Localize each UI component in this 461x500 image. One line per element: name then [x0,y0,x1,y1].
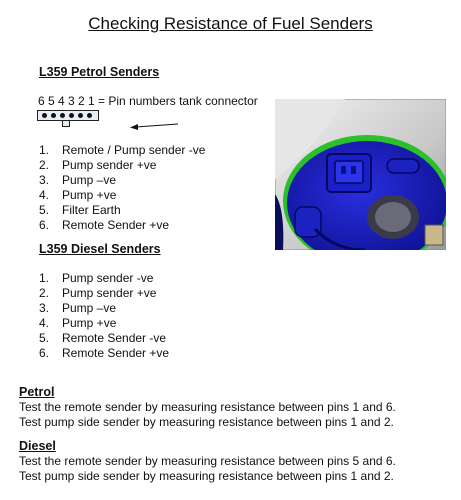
diesel-test-line-1: Test the remote sender by measuring resistance between pins 5 and 6. [19,454,396,468]
diesel-test-heading: Diesel [19,439,56,453]
petrol-pin-list [39,143,205,233]
petrol-test-line-2: Test pump side sender by measuring resistance between pins 1 and 2. [19,415,394,429]
tank-connector-diagram [37,110,99,121]
diesel-senders-heading: L359 Diesel Senders [39,242,161,256]
list-item: 5. Remote Sender -ve [39,331,167,345]
arrow-left-icon [128,118,180,132]
list-item: 4. Pump +ve [39,316,117,330]
list-item: 4. Pump +ve [39,188,117,202]
list-item: 1. Pump sender -ve [39,271,154,285]
petrol-test-line-1: Test the remote sender by measuring resistance between pins 1 and 6. [19,400,396,414]
list-item: 5. Filter Earth [39,203,121,217]
list-item: 3. Pump –ve [39,173,117,187]
diesel-pin-list [39,271,169,361]
petrol-test-heading: Petrol [19,385,55,399]
pin-numbers-caption: 6 5 4 3 2 1 = Pin numbers tank connector [38,94,258,108]
page-title: Checking Resistance of Fuel Senders [88,14,373,33]
connector-tab [62,121,70,127]
list-item: 6. Remote Sender +ve [39,218,170,232]
list-item: 3. Pump –ve [39,301,117,315]
list-item: 1. Remote / Pump sender -ve [39,143,206,157]
petrol-senders-heading: L359 Petrol Senders [39,65,160,79]
list-item: 6. Remote Sender +ve [39,346,170,360]
diesel-test-line-2: Test pump side sender by measuring resistance between pins 1 and 2. [19,469,394,483]
fuel-sender-photo [275,99,446,250]
list-item: 2. Pump sender +ve [39,158,157,172]
list-item: 2. Pump sender +ve [39,286,157,300]
